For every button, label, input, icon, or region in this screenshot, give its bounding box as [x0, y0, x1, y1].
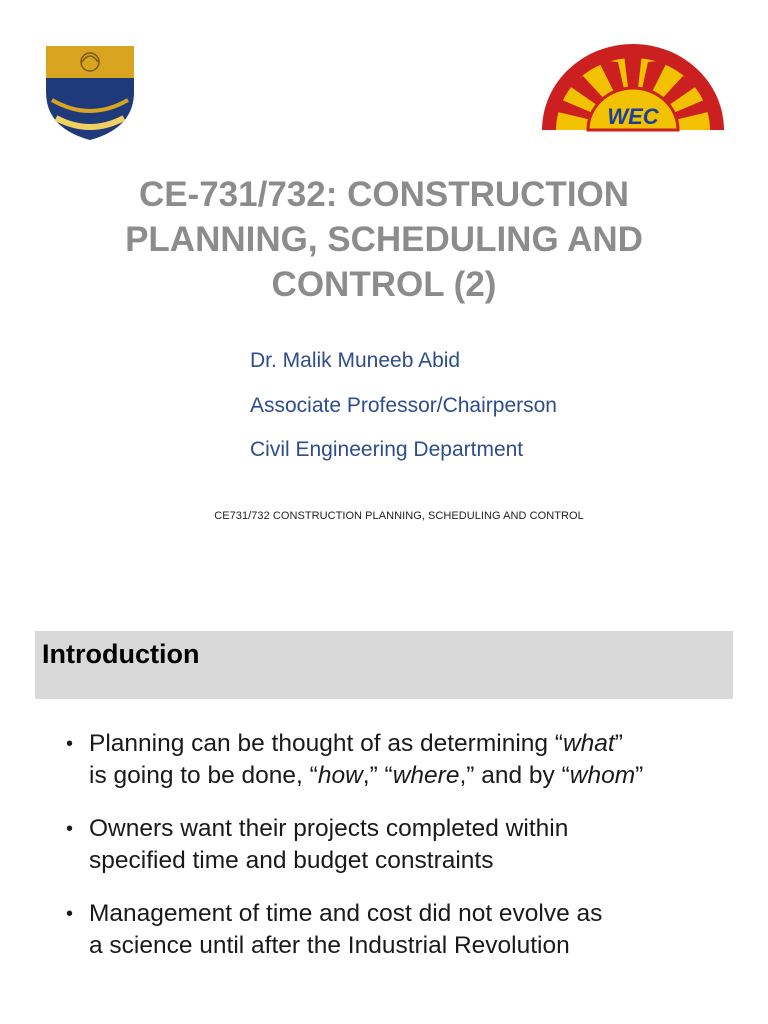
introduction-slide [0, 610, 768, 1024]
slide-footer: CE731/732 CONSTRUCTION PLANNING, SCHEDULING AND CONTROL [214, 510, 584, 522]
bullet-line: a science until after the Industrial Revolution [89, 932, 570, 959]
section-header-bar [35, 631, 733, 699]
presenter-role: Associate Professor/Chairperson [250, 393, 557, 417]
title-line: CE-731/732: CONSTRUCTION [138, 175, 630, 214]
section-heading: Introduction [42, 639, 200, 669]
wec-logo-text: WEC [607, 104, 659, 129]
title-line: PLANNING, SCHEDULING AND [125, 220, 643, 259]
presenter-department: Civil Engineering Department [250, 438, 524, 461]
presenter-name: Dr. Malik Muneeb Abid [250, 349, 461, 372]
bullet-line: is going to be done, “how,” “where,” and by “whom” [89, 762, 644, 789]
bullet-list [66, 728, 746, 983]
bullet-line: Management of time and cost did not evolve as [89, 900, 603, 927]
bullet-item [66, 898, 746, 962]
slide-title [60, 172, 708, 307]
bullet-icon: • [66, 818, 74, 840]
bullet-icon: • [66, 733, 74, 755]
bullet-line: Planning can be thought of as determining “what” [89, 730, 623, 757]
bullet-line: specified time and budget constraints [89, 847, 494, 874]
bullet-icon: • [66, 903, 74, 925]
university-crest-logo [38, 40, 142, 144]
bullet-item [66, 728, 746, 792]
presenter-info [250, 345, 730, 479]
bullet-line: Owners want their projects completed within [89, 815, 569, 842]
title-line: CONTROL (2) [271, 265, 497, 304]
bullet-item [66, 813, 746, 877]
wec-sunburst-logo [538, 40, 728, 134]
